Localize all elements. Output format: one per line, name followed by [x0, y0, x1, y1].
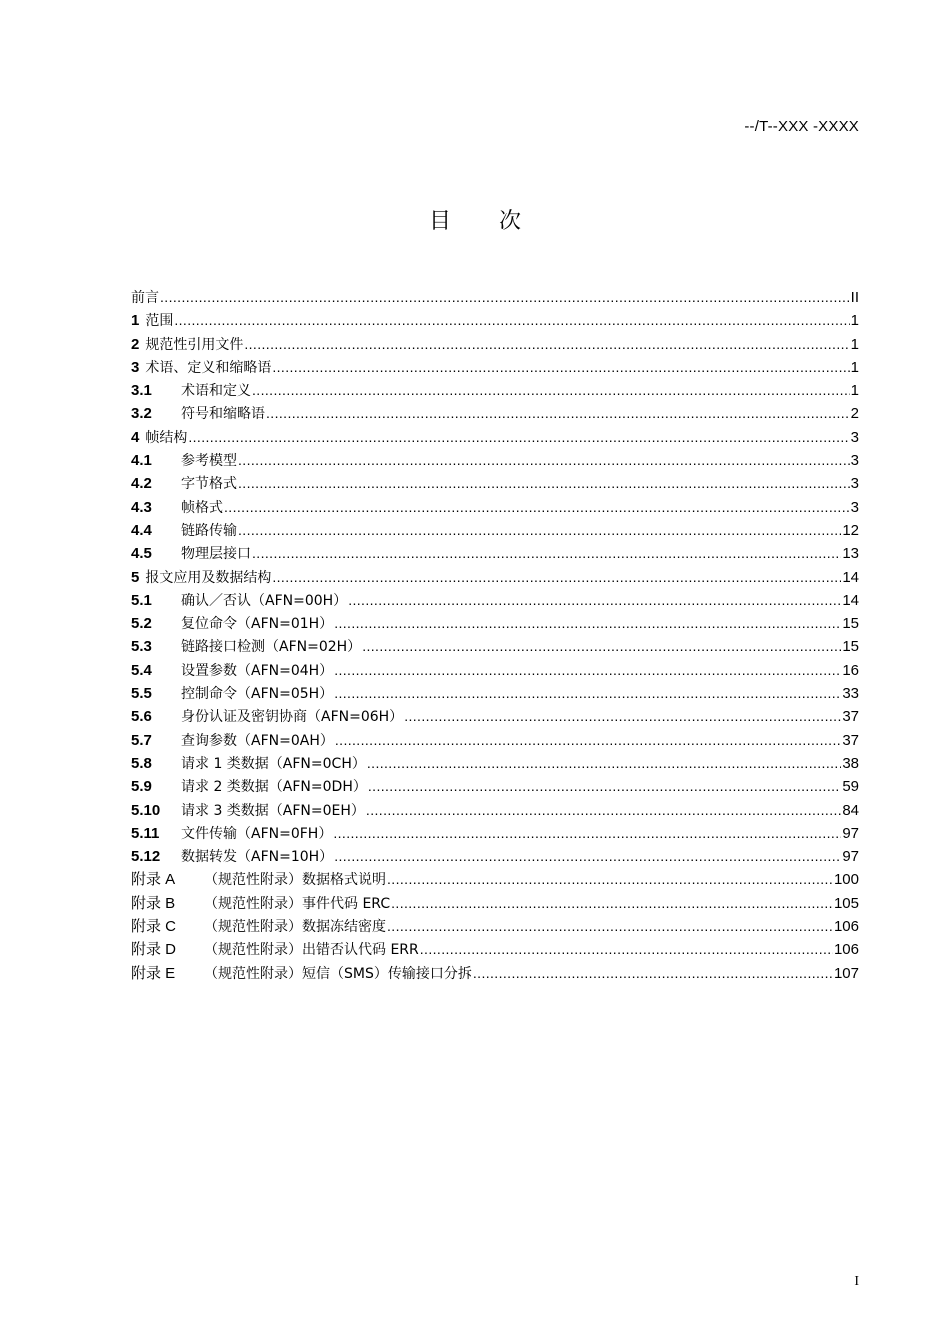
toc-entry-label: （规范性附录）短信（SMS）传输接口分拆 — [204, 965, 472, 982]
toc-entry-number: 附录 A — [131, 871, 176, 889]
toc-dot-leader — [238, 472, 850, 495]
toc-entry[interactable] — [131, 333, 859, 356]
toc-entry-number: 4 — [131, 428, 140, 446]
toc-entry-page: 14 — [842, 591, 859, 609]
toc-dot-leader — [334, 845, 841, 868]
toc-entry-label: （规范性附录）事件代码 ERC — [204, 895, 391, 912]
toc-dot-leader — [362, 635, 841, 658]
toc-entry-page: 1 — [850, 312, 859, 330]
toc-entry-page: 1 — [850, 382, 859, 400]
toc-entry-label: 物理层接口 — [181, 546, 251, 563]
toc-entry[interactable] — [131, 822, 859, 845]
toc-entry-number: 1 — [131, 312, 140, 330]
toc-entry-number: 5.9 — [131, 778, 152, 796]
toc-entry-page: 97 — [842, 824, 859, 842]
toc-entry[interactable] — [131, 682, 859, 705]
toc-entry[interactable] — [131, 915, 859, 938]
toc-entry-number: 3.1 — [131, 382, 152, 400]
toc-entry-label: 帧格式 — [181, 499, 223, 516]
toc-dot-leader — [238, 449, 850, 472]
toc-entry-number: 5.2 — [131, 615, 152, 633]
toc-entry[interactable] — [131, 752, 859, 775]
toc-entry-number: 5.4 — [131, 661, 152, 679]
toc-entry-number: 4.2 — [131, 475, 152, 493]
toc-entry[interactable] — [131, 775, 859, 798]
toc-entry-page: 12 — [842, 521, 859, 539]
toc-entry-label: 请求 1 类数据（AFN=0CH） — [181, 755, 366, 772]
table-of-contents — [131, 286, 859, 985]
toc-dot-leader — [244, 333, 849, 356]
toc-entry-label: 术语、定义和缩略语 — [145, 359, 272, 376]
toc-entry[interactable] — [131, 426, 859, 449]
toc-dot-leader — [334, 659, 841, 682]
toc-entry-number: 4.5 — [131, 545, 152, 563]
toc-dot-leader — [404, 705, 841, 728]
page-title: 目次 — [428, 209, 569, 234]
toc-entry-page: 37 — [842, 731, 859, 749]
toc-dot-leader — [334, 612, 841, 635]
toc-entry-number: 5.10 — [131, 801, 161, 819]
toc-entry-page: 15 — [842, 638, 859, 656]
toc-entry-label: 查询参数（AFN=0AH） — [181, 732, 334, 749]
toc-entry-page: 100 — [833, 871, 859, 889]
toc-dot-leader — [420, 938, 833, 961]
toc-entry-number: 4.4 — [131, 521, 152, 539]
toc-entry-page: 3 — [850, 428, 859, 446]
toc-entry[interactable] — [131, 962, 859, 985]
toc-entry-page: II — [850, 289, 859, 306]
toc-entry[interactable] — [131, 892, 859, 915]
toc-entry[interactable] — [131, 845, 859, 868]
toc-dot-leader — [348, 589, 841, 612]
toc-dot-leader — [367, 752, 841, 775]
toc-entry-number: 附录 D — [131, 941, 177, 959]
toc-entry-number: 5.1 — [131, 591, 152, 609]
toc-entry-number: 5.3 — [131, 638, 152, 656]
toc-entry[interactable] — [131, 612, 859, 635]
toc-entry[interactable] — [131, 589, 859, 612]
toc-dot-leader — [238, 519, 841, 542]
toc-entry-label: 范围 — [145, 313, 174, 330]
toc-entry-label: 链路传输 — [181, 522, 237, 539]
toc-entry-number: 3 — [131, 358, 140, 376]
toc-entry-label: 身份认证及密钥协商（AFN=06H） — [181, 709, 404, 726]
toc-entry-page: 33 — [842, 685, 859, 703]
toc-entry-number: 2 — [131, 335, 140, 353]
toc-dot-leader — [334, 682, 841, 705]
toc-entry-page: 1 — [850, 335, 859, 353]
toc-entry-label: （规范性附录）数据冻结密度 — [204, 919, 386, 936]
toc-entry-label: 规范性引用文件 — [145, 336, 244, 353]
toc-dot-leader — [266, 402, 850, 425]
toc-entry-label: 文件传输（AFN=0FH） — [181, 825, 333, 842]
toc-entry-number: 5 — [131, 568, 140, 586]
toc-entry[interactable] — [131, 472, 859, 495]
toc-entry-page: 106 — [833, 941, 859, 959]
toc-entry-page: 3 — [850, 475, 859, 493]
toc-entry-page: 1 — [850, 358, 859, 376]
toc-entry-page: 97 — [842, 848, 859, 866]
toc-entry-label: 帧结构 — [145, 429, 188, 446]
toc-dot-leader — [473, 962, 833, 985]
toc-dot-leader — [224, 496, 850, 519]
toc-entry[interactable] — [131, 309, 859, 332]
toc-entry[interactable] — [131, 659, 859, 682]
toc-entry-number: 附录 C — [131, 918, 177, 936]
toc-entry-page: 59 — [842, 778, 859, 796]
toc-entry-number: 5.11 — [131, 824, 160, 842]
toc-entry-label: 报文应用及数据结构 — [145, 569, 272, 586]
toc-entry[interactable] — [131, 635, 859, 658]
toc-dot-leader — [368, 775, 841, 798]
toc-dot-leader — [366, 799, 841, 822]
toc-entry-page: 106 — [833, 918, 859, 936]
toc-entry-page: 13 — [842, 545, 859, 563]
toc-entry-page: 38 — [842, 754, 859, 772]
toc-entry[interactable] — [131, 799, 859, 822]
toc-entry[interactable] — [131, 402, 859, 425]
toc-entry-number: 3.2 — [131, 405, 152, 423]
toc-entry-page: 107 — [833, 964, 859, 982]
toc-entry[interactable] — [131, 379, 859, 402]
toc-dot-leader — [188, 426, 849, 449]
toc-dot-leader — [272, 566, 841, 589]
toc-entry-label: 术语和定义 — [181, 383, 251, 400]
toc-entry-label: 设置参数（AFN=04H） — [181, 662, 334, 679]
toc-entry[interactable] — [131, 542, 859, 565]
toc-entry-page: 15 — [842, 615, 859, 633]
toc-entry-number: 附录 E — [131, 964, 176, 982]
toc-entry-number: 4.3 — [131, 498, 152, 516]
toc-entry-number: 5.7 — [131, 731, 152, 749]
toc-entry-label: 前言 — [131, 290, 159, 306]
toc-entry[interactable] — [131, 519, 859, 542]
toc-entry-label: （规范性附录）数据格式说明 — [204, 872, 386, 889]
toc-entry-page: 16 — [842, 661, 859, 679]
toc-entry-page: 14 — [842, 568, 859, 586]
toc-entry[interactable] — [131, 286, 859, 309]
toc-entry-label: 复位命令（AFN=01H） — [181, 616, 334, 633]
toc-entry-label: 字节格式 — [181, 476, 237, 493]
toc-entry[interactable] — [131, 566, 859, 589]
toc-dot-leader — [272, 356, 849, 379]
toc-dot-leader — [387, 868, 833, 891]
toc-dot-leader — [335, 729, 841, 752]
toc-entry-label: 参考模型 — [181, 453, 237, 470]
toc-entry-number: 5.5 — [131, 685, 152, 703]
toc-entry-number: 附录 B — [131, 894, 176, 912]
toc-entry-page: 2 — [850, 405, 859, 423]
toc-entry-label: 控制命令（AFN=05H） — [181, 686, 334, 703]
toc-dot-leader — [252, 542, 841, 565]
toc-entry[interactable] — [131, 449, 859, 472]
toc-dot-leader — [160, 286, 850, 309]
toc-entry-number: 5.12 — [131, 848, 161, 866]
toc-entry[interactable] — [131, 356, 859, 379]
toc-entry-page: 3 — [850, 498, 859, 516]
toc-entry-label: 符号和缩略语 — [181, 406, 265, 423]
page-number: I — [854, 1274, 859, 1289]
toc-entry-page: 105 — [833, 894, 859, 912]
toc-entry[interactable] — [131, 496, 859, 519]
toc-entry[interactable] — [131, 938, 859, 961]
toc-entry-number: 4.1 — [131, 452, 152, 470]
toc-dot-leader — [252, 379, 850, 402]
toc-entry-page: 3 — [850, 452, 859, 470]
toc-entry[interactable] — [131, 705, 859, 728]
toc-entry-number: 5.8 — [131, 754, 152, 772]
toc-dot-leader — [333, 822, 841, 845]
toc-entry-label: 数据转发（AFN=10H） — [181, 849, 334, 866]
toc-entry-label: 请求 3 类数据（AFN=0EH） — [181, 802, 365, 819]
toc-entry-label: 链路接口检测（AFN=02H） — [181, 639, 362, 656]
document-code: --/T--XXX -XXXX — [744, 118, 859, 135]
toc-entry-label: 请求 2 类数据（AFN=0DH） — [181, 779, 367, 796]
toc-entry-page: 37 — [842, 708, 859, 726]
toc-entry-number: 5.6 — [131, 708, 152, 726]
toc-dot-leader — [174, 309, 849, 332]
toc-entry[interactable] — [131, 868, 859, 891]
toc-entry-page: 84 — [842, 801, 859, 819]
toc-entry-label: （规范性附录）出错否认代码 ERR — [204, 942, 419, 959]
toc-entry-label: 确认／否认（AFN=00H） — [181, 592, 348, 609]
toc-entry[interactable] — [131, 729, 859, 752]
toc-dot-leader — [387, 915, 833, 938]
toc-dot-leader — [391, 892, 833, 915]
